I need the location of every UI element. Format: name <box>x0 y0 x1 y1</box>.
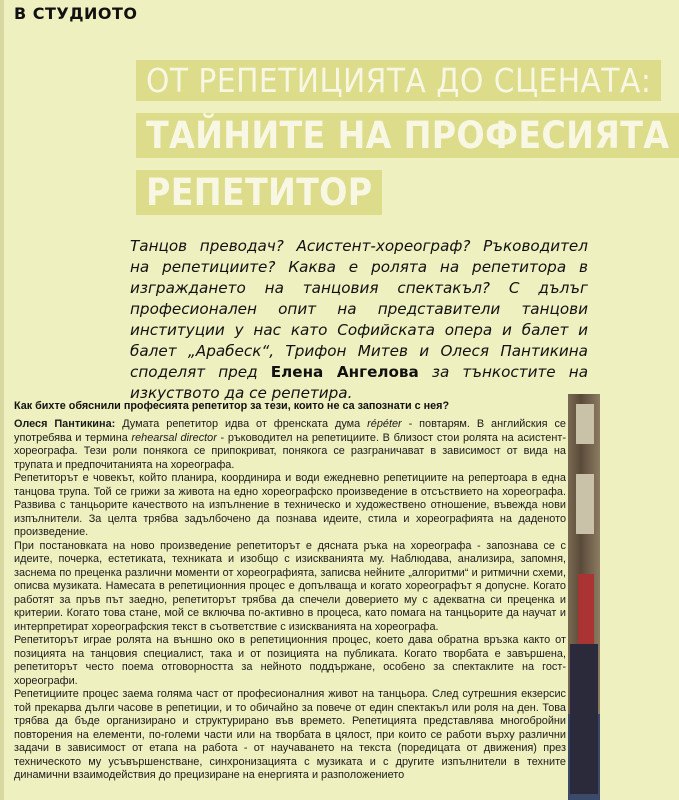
photo-figure <box>570 644 598 794</box>
answer-paragraph: Репетиторът играе ролята на външно око в репетиционния процес, което дава обратна връзка както от позицията на танцовия специалист, така и от позицията на публиката. Когато творбата е завършена, репетиторът често поема отговорността за нейното поддържане, особено за спектаклите на гост-хореографи. <box>14 634 566 687</box>
intro-author: Елена Ангелова <box>270 363 419 381</box>
section-label: В СТУДИОТО <box>14 4 138 23</box>
answer-term: rehearsal director <box>131 431 217 444</box>
interview-question: Как бихте обяснили професията репетитор за тези, които не са запознати с нея? <box>14 400 450 412</box>
speaker-name: Олеся Пантикина: <box>14 418 116 430</box>
answer-text: - повтарям. В английския се употребява и термина <box>14 418 566 444</box>
photo-window <box>576 404 594 444</box>
title-line-2: ТАЙНИТЕ НА ПРОФЕСИЯТА <box>136 113 679 158</box>
intro-text-before: Танцов преводач? Асистент-хореограф? Ръководител на репетициите? Каква е ролята на репетитора в изграждането на танцовия спектакъл? С дълъг професионален опит на представители танцови институции у нас като Софийската опера и балет и балет „Арабеск“, Трифон Митев и Олеся Пантикина споделят пред <box>130 237 588 381</box>
answer-text: - ръководител на репетициите. В близост стои ролята на асистент-хореографа. Тези роли понякога се припокриват, понякога се разграничават в зависимост от вида на трупата и предпочитанията на хореографа. <box>14 431 566 471</box>
answer-paragraph: Репетиторът е човекът, който планира, координира и води ежедневно репетициите на репертоара в една танцова трупа. Той се грижи за живота на едно хореографско произведение в отсъствието на хореографа. Развива с танцьорите качеството на изпълнение в техническо и художествено отношение, въвежда нови изпълнители. За целта трябва задълбочено да познава идеите, стила и хореографията на даденото произведение. <box>14 472 566 538</box>
photo-figure <box>578 574 594 654</box>
page-edge <box>0 0 4 800</box>
intro-text-after: за тънкостите на изкуството да се репетира. <box>130 363 588 402</box>
answer-paragraph: Репетициите процес заема голяма част от професионалния живот на танцьора. След сутрешния екзерсис той прекарва дълги часове в репетиции, и то обичайно за повече от един спектакъл или роля на ден. Това трябва да бъде организирано и структурирано във времето. Репетицията представлява многобройни повторения на елементи, по-големи части или на творбата в цялост, при които се работи върху различни задачи в зависимост от етапа на работа - от научаването на текста (поредицата от движения) през техническото му усъвършенстване, синхронизацията с музиката и с другите изпълнители в техните динамични взаимодействия до прецизиране на енергията и разположението <box>14 688 566 781</box>
intro-paragraph <box>130 236 588 404</box>
title-line-3: РЕПЕТИТОР <box>136 170 382 215</box>
answer-term: répéter <box>367 418 402 430</box>
answer-paragraph <box>14 418 566 472</box>
title-line-1: ОТ РЕПЕТИЦИЯТА ДО СЦЕНАТА: <box>136 60 661 101</box>
rehearsal-photo <box>568 394 600 800</box>
answer-paragraph: При постановката на ново произведение репетиторът е дясната ръка на хореографа - запознава се с идеите, почерка, естетиката, техниката и изобщо с изискванията му. Наблюдава, анализира, запомня, заснема по преценка различни моменти от хореографията, записва нейните „алгоритми“ и ритмични схеми, описва музиката. Намесата в репетиционния процес е допълваща и когато хореографът я допусне. Когато работят за пръв път заедно, репетиторът трябва да спечели доверието му с адекватна си преценка и критерии. Когато това стане, мой се включва по-активно в процеса, като помага на танцьорите да научат и интерпретират хореографския текст в съответствие с изискванията на хореографа. <box>14 539 566 633</box>
photo-window <box>576 474 594 534</box>
answer-body <box>14 418 566 783</box>
answer-text: Думата репетитор идва от френската дума <box>115 418 368 430</box>
